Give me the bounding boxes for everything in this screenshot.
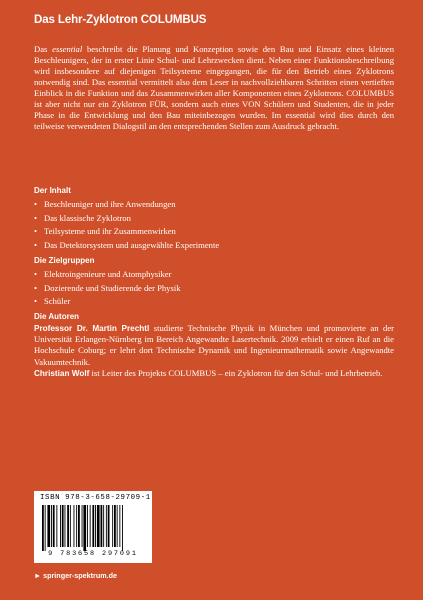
bullet-icon: • bbox=[34, 269, 38, 279]
arrow-right-icon: ► bbox=[34, 571, 42, 580]
authors-heading: Die Autoren bbox=[34, 312, 80, 321]
bullet-icon: • bbox=[34, 212, 38, 223]
bullet-icon: • bbox=[34, 240, 38, 251]
bullet-icon: • bbox=[34, 296, 38, 307]
author-bio: studierte Technische Physik in München und promovierte an der Universität Erlangen-Nürnberg im Bereich Angewandte Lasertechnik. 2009 erhielt er einen Ruf an die Hochschule Coburg; er lehrt dort Technische Dynamik und Ingenieurmathematik sowie Angewandte Vakuumtechnik. bbox=[34, 323, 394, 367]
isbn-label: ISBN 978-3-658-29709-1 bbox=[40, 494, 151, 502]
list-item: • Das klassische Zyklotron bbox=[34, 212, 219, 226]
list-item: • Teilsysteme und ihr Zusammenwirken bbox=[34, 225, 219, 239]
list-item: • Dozierende und Studierende der Physik bbox=[34, 282, 181, 296]
bullet-icon: • bbox=[34, 226, 38, 237]
audience-heading: Die Zielgruppen bbox=[34, 256, 95, 265]
description-lead: Das bbox=[34, 44, 53, 54]
content-list bbox=[34, 198, 219, 253]
author-bio: ist Leiter des Projekts COLUMBUS – ein Zyklotron für den Schul- und Lehrbetrieb. bbox=[89, 367, 383, 378]
author-name: Professor Dr. Martin Prechtl bbox=[34, 324, 150, 333]
list-item: • Beschleuniger und ihre Anwendungen bbox=[34, 198, 219, 212]
bullet-icon: • bbox=[34, 199, 38, 209]
description-text: beschreibt die Planung und Konzeption sowie den Bau und Einsatz eines kleinen Beschleunigers, der in erster Linie Schul- und Lehrzwecken dient. Neben einer Funktionsbeschreibung wird insbesondere auf diejenigen Teilsysteme eingegangen, die für den Betrieb eines Zyklotrons notwendig sind. Das essential vermittelt also dem Leser in nachvollziehbaren Schritten einen vertieften Einblick in die Funktion und das Zusammenwirken aller Komponenten eines Zyklotrons. COLUMBUS ist aber nicht nur ein Zyklotron FÜR, sondern auch eines VON Schülern und Studenten, die in jeder Phase in die Entwicklung und den Bau miteinbezogen wurden. Im essential wird dies durch den teilweise verwendeten Dialogstil an den entsprechenden Stellen zum Ausdruck gebracht. bbox=[34, 44, 395, 131]
bullet-icon: • bbox=[34, 282, 38, 293]
publisher-website[interactable]: ► springer-spektrum.de bbox=[34, 571, 118, 580]
description-emphasis: essential bbox=[52, 44, 83, 54]
book-title: Das Lehr-Zyklotron COLUMBUS bbox=[34, 14, 207, 26]
barcode-number: 9 783658 297091 bbox=[48, 550, 138, 558]
authors-text bbox=[34, 323, 394, 379]
content-heading: Der Inhalt bbox=[34, 186, 71, 195]
list-item: • Schüler bbox=[34, 295, 181, 309]
list-item: • Das Detektorsystem und ausgewählte Experimente bbox=[34, 239, 219, 253]
barcode-box bbox=[34, 491, 152, 563]
book-description bbox=[34, 44, 394, 132]
barcode-icon bbox=[42, 505, 144, 551]
list-item: • Elektroingenieure und Atomphysiker bbox=[34, 268, 181, 282]
author-name: Christian Wolf bbox=[34, 368, 90, 378]
audience-list bbox=[34, 268, 181, 309]
